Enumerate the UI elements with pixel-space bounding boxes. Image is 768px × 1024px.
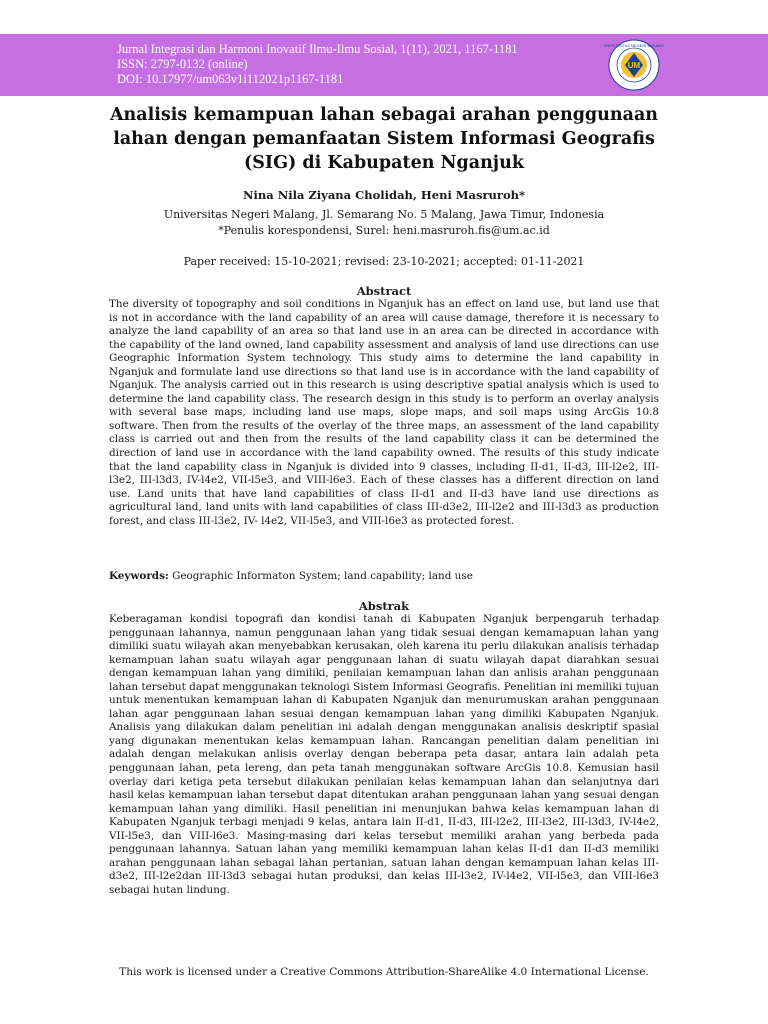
author-list: Nina Nila Ziyana Cholidah, Heni Masruroh* xyxy=(243,188,525,202)
abstract-text: The diversity of topography and soil conditions in Nganjuk has an effect on land use, but land use that is not in accordance with the land capability of an area will cause damage, therefore it is necessary to analyze the land capability of an area so that land use in an area can be directed in accordance with the capability of the land owned, land capability assessment and analysis of land use directions can use Geographic Information System technology. This study aims to determine the land capability in Nganjuk and formulate land use directions so that land use is in accordance with the land capability of Nganjuk. The analysis carried out in this research is using descriptive spatial analysis which is used to determine the land capability class. The research design in this study is to perform an overlay analysis with several base maps, including land use maps, slope maps, and soil maps using ArcGis 10.8 software. Then from the results of the overlay of the three maps, an assessment of the land capability class is carried out and then from the results of the land capability class it can be determined the direction of land use in accordance with the land capability owned. The results of this study indicate that the land capability class in Nganjuk is divided into 9 classes, including II-d1, II-d3, III-l2e2, III-l3e2, III-l3d3, IV-l4e2, VII-l5e3, and VIII-l6e3. Each of these classes has a different direction on land use. Land units that have land capabilities of class II-d1 and II-d3 have land use directions as agricultural land, land units with land capabilities of class III-d3e2, III-l2e2 and III-l3d3 as production forest, and class III-l3e2, IV- l4e2, VII-l5e3, and VIII-l6e3 as protected forest. xyxy=(109,298,659,527)
seal-ring-text: UNIVERSITAS NEGERI MALANG xyxy=(603,43,665,48)
journal-citation: Jurnal Integrasi dan Harmoni Inovatif Ilmu-Ilmu Sosial, 1(11), 2021, 1167-1181 xyxy=(117,42,518,56)
university-seal-icon xyxy=(603,39,665,91)
keywords-label: Keywords: xyxy=(109,570,169,582)
abstract-heading: Abstract xyxy=(356,284,412,298)
journal-issn: ISSN: 2797-0132 (online) xyxy=(117,57,248,71)
correspondence: *Penulis korespondensi, Surel: heni.masruroh.fis@um.ac.id xyxy=(218,224,550,237)
paper-title: Analisis kemampuan lahan sebagai arahan penggunaan lahan dengan pemanfaatan Sistem Informasi Geografis (SIG) di Kabupaten Nganjuk xyxy=(109,105,659,173)
affiliation-block xyxy=(0,207,768,239)
abstrak-text: Keberagaman kondisi topografi dan kondisi tanah di Kabupaten Nganjuk berpengaruh terhadap penggunaan lahannya, namun penggunaan lahan yang tidak sesuai dengan kemamapuan lahan yang dimiliki suatu wilayah akan menyebabkan kerusakan, oleh karena itu perlu dilakukan analisis terhadap kemampuan lahan suatu wilayah agar penggunaan lahan di suatu wilayah dapat diarahkan sesuai dengan kemampuan lahan yang dimiliki, penilaian kemampuan lahan dan anlisis arahan penggunaan lahan tersebut dapat menggunakan teknologi Sistem Informasi Geografis. Penelitian ini memiliki tujuan untuk menentukan kemampuan lahan di Kabupaten Nganjuk dan menurumuskan arahan penggunaan lahan agar penggunaan lahan sesuai dengan kemampuan lahan yang dimiliki Kabupaten Nganjuk. Analisis yang dilakukan dalam penelitian ini adalah dengan menggunakan analisis deskriptif spasial yang digunakan menentukan kelas kemampuan lahan. Rancangan penelitian dalam penelitian ini adalah dengan melakukan anlisis overlay dengan beberapa peta dasar, antara lain adalah peta penggunaan lahan, peta lereng, dan peta tanah menggunakan software ArcGis 10.8. Kemusian hasil overlay dari ketiga peta tersebut dilakukan penilaian kelas kemampuan lahan dan selanjutnya dari hasil kelas kemampuan lahan tersebut dapat ditentukan arahan penggunaan lahan yang sesuai dengan kemampuan lahan yang dimiliki. Hasil penelitian ini menunjukan bahwa kelas kemampuan lahan di Kabupaten Nganjuk terbagi menjadi 9 kelas, antara lain II-d1, II-d3, III-l2e2, III-l3e2, III-l3d3, IV-l4e2, VII-l5e3, dan VIII-l6e3. Masing-masing dari kelas tersebut memiliki arahan yang berbeda pada penggunaan lahannya. Satuan lahan yang memiliki kemampuan lahan kelas II-d1 dan II-d3 memiliki arahan penggunaan lahan sebagai lahan pertanian, satuan lahan dengan kemampuan lahan kelas III-d3e2, III-l2e2dan III-l3d3 sebagai hutan produksi, dan kelas III-l3e2, IV-l4e2, VII-l5e3, dan VIII-l6e3 sebagai hutan lindung. xyxy=(109,613,659,896)
keywords-line xyxy=(109,570,669,582)
license-footer: This work is licensed under a Creative Commons Attribution-ShareAlike 4.0 International License. xyxy=(119,966,649,978)
seal-center-text: UM xyxy=(627,61,641,70)
affiliation: Universitas Negeri Malang, Jl. Semarang No. 5 Malang, Jawa Timur, Indonesia xyxy=(163,208,605,221)
journal-header-info xyxy=(117,42,518,87)
abstrak-heading: Abstrak xyxy=(358,599,410,613)
journal-doi: DOI: 10.17977/um063v1i112021p1167-1181 xyxy=(117,72,344,86)
paper-dates: Paper received: 15-10-2021; revised: 23-10-2021; accepted: 01-11-2021 xyxy=(183,255,585,268)
keywords-text: Geographic Informaton System; land capability; land use xyxy=(172,570,473,582)
